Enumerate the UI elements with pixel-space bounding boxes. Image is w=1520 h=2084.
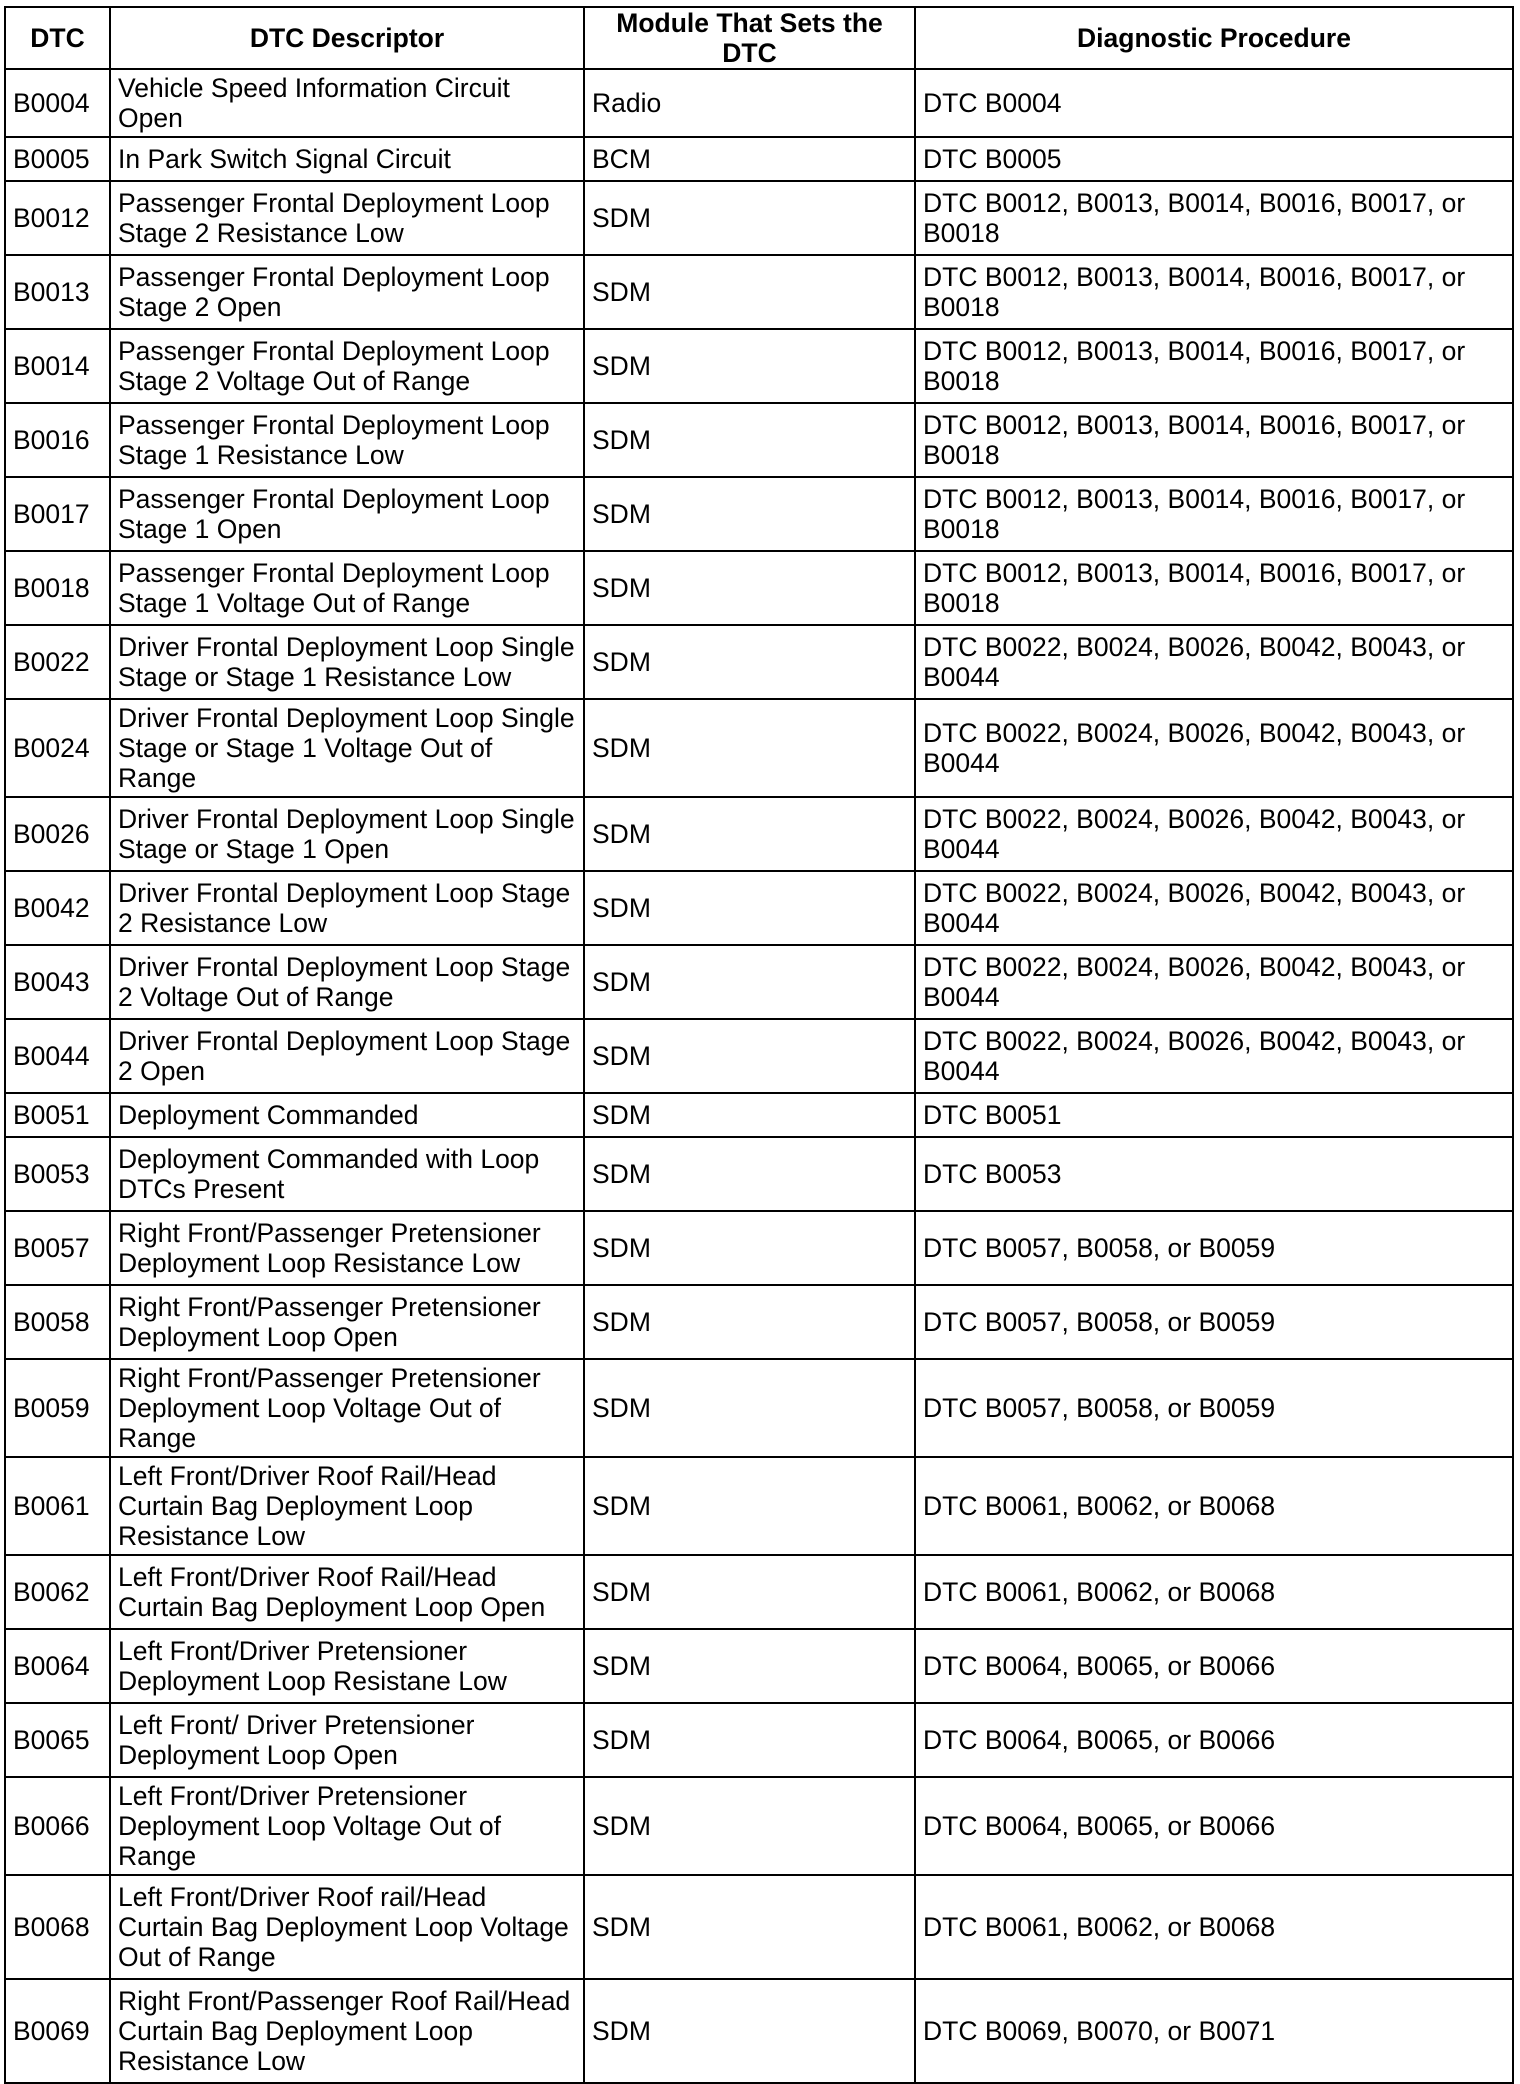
module-cell: SDM: [584, 1979, 915, 2083]
table-row: [5, 1211, 1513, 1285]
dtc-cell: B0057: [5, 1211, 110, 1285]
procedure-cell: DTC B0022, B0024, B0026, B0042, B0043, or B0044: [915, 699, 1513, 797]
module-cell: SDM: [584, 1137, 915, 1211]
procedure-cell: DTC B0005: [915, 137, 1513, 181]
descriptor-cell: Right Front/Passenger Pretensioner Deployment Loop Resistance Low: [110, 1211, 584, 1285]
dtc-cell: B0053: [5, 1137, 110, 1211]
dtc-cell: B0059: [5, 1359, 110, 1457]
table-row: [5, 1457, 1513, 1555]
procedure-cell: DTC B0051: [915, 1093, 1513, 1137]
module-cell: SDM: [584, 1359, 915, 1457]
procedure-cell: DTC B0064, B0065, or B0066: [915, 1629, 1513, 1703]
table-row: [5, 1777, 1513, 1875]
module-cell: SDM: [584, 551, 915, 625]
descriptor-cell: Driver Frontal Deployment Loop Single Stage or Stage 1 Voltage Out of Range: [110, 699, 584, 797]
procedure-cell: DTC B0012, B0013, B0014, B0016, B0017, or B0018: [915, 551, 1513, 625]
module-cell: SDM: [584, 477, 915, 551]
procedure-cell: DTC B0057, B0058, or B0059: [915, 1285, 1513, 1359]
descriptor-cell: Left Front/Driver Pretensioner Deployment Loop Voltage Out of Range: [110, 1777, 584, 1875]
dtc-cell: B0064: [5, 1629, 110, 1703]
table-row: [5, 1359, 1513, 1457]
descriptor-cell: Left Front/Driver Roof Rail/Head Curtain Bag Deployment Loop Resistance Low: [110, 1457, 584, 1555]
table-row: [5, 1703, 1513, 1777]
dtc-cell: B0018: [5, 551, 110, 625]
dtc-cell: B0062: [5, 1555, 110, 1629]
descriptor-cell: Driver Frontal Deployment Loop Single Stage or Stage 1 Open: [110, 797, 584, 871]
dtc-cell: B0044: [5, 1019, 110, 1093]
module-cell: SDM: [584, 181, 915, 255]
column-header-procedure: Diagnostic Procedure: [915, 7, 1513, 69]
module-cell: SDM: [584, 871, 915, 945]
procedure-cell: DTC B0012, B0013, B0014, B0016, B0017, or B0018: [915, 329, 1513, 403]
table-row: [5, 1555, 1513, 1629]
module-cell: SDM: [584, 1875, 915, 1979]
descriptor-cell: Driver Frontal Deployment Loop Single Stage or Stage 1 Resistance Low: [110, 625, 584, 699]
dtc-cell: B0026: [5, 797, 110, 871]
procedure-cell: DTC B0057, B0058, or B0059: [915, 1211, 1513, 1285]
procedure-cell: DTC B0064, B0065, or B0066: [915, 1703, 1513, 1777]
module-cell: SDM: [584, 255, 915, 329]
dtc-cell: B0024: [5, 699, 110, 797]
procedure-cell: DTC B0004: [915, 69, 1513, 137]
dtc-cell: B0012: [5, 181, 110, 255]
module-cell: SDM: [584, 1285, 915, 1359]
table-row: [5, 69, 1513, 137]
column-header-module: Module That Sets the DTC: [584, 7, 915, 69]
table-row: [5, 329, 1513, 403]
dtc-cell: B0013: [5, 255, 110, 329]
descriptor-cell: Driver Frontal Deployment Loop Stage 2 Open: [110, 1019, 584, 1093]
procedure-cell: DTC B0053: [915, 1137, 1513, 1211]
table-row: [5, 403, 1513, 477]
column-header-dtc: DTC: [5, 7, 110, 69]
module-cell: SDM: [584, 945, 915, 1019]
descriptor-cell: Left Front/Driver Roof Rail/Head Curtain Bag Deployment Loop Open: [110, 1555, 584, 1629]
table-row: [5, 797, 1513, 871]
module-cell: SDM: [584, 1629, 915, 1703]
dtc-cell: B0051: [5, 1093, 110, 1137]
procedure-cell: DTC B0022, B0024, B0026, B0042, B0043, or B0044: [915, 871, 1513, 945]
descriptor-cell: Driver Frontal Deployment Loop Stage 2 Voltage Out of Range: [110, 945, 584, 1019]
table-row: [5, 699, 1513, 797]
table-row: [5, 1979, 1513, 2083]
descriptor-cell: Passenger Frontal Deployment Loop Stage 2 Open: [110, 255, 584, 329]
module-cell: Radio: [584, 69, 915, 137]
table-row: [5, 1137, 1513, 1211]
dtc-cell: B0017: [5, 477, 110, 551]
procedure-cell: DTC B0022, B0024, B0026, B0042, B0043, or B0044: [915, 797, 1513, 871]
module-cell: SDM: [584, 699, 915, 797]
module-cell: SDM: [584, 329, 915, 403]
dtc-cell: B0069: [5, 1979, 110, 2083]
dtc-cell: B0043: [5, 945, 110, 1019]
table-row: [5, 1019, 1513, 1093]
dtc-cell: B0014: [5, 329, 110, 403]
procedure-cell: DTC B0022, B0024, B0026, B0042, B0043, or B0044: [915, 945, 1513, 1019]
descriptor-cell: Deployment Commanded with Loop DTCs Present: [110, 1137, 584, 1211]
table-row: [5, 1285, 1513, 1359]
table-row: [5, 181, 1513, 255]
table-row: [5, 871, 1513, 945]
descriptor-cell: Driver Frontal Deployment Loop Stage 2 Resistance Low: [110, 871, 584, 945]
module-cell: SDM: [584, 403, 915, 477]
table-row: [5, 137, 1513, 181]
descriptor-cell: Vehicle Speed Information Circuit Open: [110, 69, 584, 137]
descriptor-cell: Passenger Frontal Deployment Loop Stage 1 Open: [110, 477, 584, 551]
procedure-cell: DTC B0012, B0013, B0014, B0016, B0017, or B0018: [915, 403, 1513, 477]
module-cell: BCM: [584, 137, 915, 181]
descriptor-cell: Passenger Frontal Deployment Loop Stage 1 Voltage Out of Range: [110, 551, 584, 625]
table-row: [5, 551, 1513, 625]
dtc-table: [4, 6, 1514, 2084]
module-cell: SDM: [584, 797, 915, 871]
procedure-cell: DTC B0022, B0024, B0026, B0042, B0043, or B0044: [915, 625, 1513, 699]
procedure-cell: DTC B0061, B0062, or B0068: [915, 1555, 1513, 1629]
descriptor-cell: Right Front/Passenger Pretensioner Deployment Loop Voltage Out of Range: [110, 1359, 584, 1457]
procedure-cell: DTC B0064, B0065, or B0066: [915, 1777, 1513, 1875]
procedure-cell: DTC B0022, B0024, B0026, B0042, B0043, or B0044: [915, 1019, 1513, 1093]
descriptor-cell: Passenger Frontal Deployment Loop Stage 1 Resistance Low: [110, 403, 584, 477]
procedure-cell: DTC B0061, B0062, or B0068: [915, 1875, 1513, 1979]
table-row: [5, 1875, 1513, 1979]
descriptor-cell: Right Front/Passenger Roof Rail/Head Curtain Bag Deployment Loop Resistance Low: [110, 1979, 584, 2083]
dtc-cell: B0022: [5, 625, 110, 699]
dtc-cell: B0005: [5, 137, 110, 181]
table-row: [5, 1093, 1513, 1137]
table-row: [5, 255, 1513, 329]
module-cell: SDM: [584, 625, 915, 699]
module-cell: SDM: [584, 1777, 915, 1875]
dtc-cell: B0065: [5, 1703, 110, 1777]
descriptor-cell: Left Front/Driver Roof rail/Head Curtain Bag Deployment Loop Voltage Out of Range: [110, 1875, 584, 1979]
procedure-cell: DTC B0069, B0070, or B0071: [915, 1979, 1513, 2083]
descriptor-cell: In Park Switch Signal Circuit: [110, 137, 584, 181]
procedure-cell: DTC B0012, B0013, B0014, B0016, B0017, or B0018: [915, 477, 1513, 551]
dtc-cell: B0061: [5, 1457, 110, 1555]
dtc-cell: B0042: [5, 871, 110, 945]
table-row: [5, 945, 1513, 1019]
module-cell: SDM: [584, 1019, 915, 1093]
column-header-descriptor: DTC Descriptor: [110, 7, 584, 69]
descriptor-cell: Left Front/ Driver Pretensioner Deployment Loop Open: [110, 1703, 584, 1777]
dtc-cell: B0066: [5, 1777, 110, 1875]
module-cell: SDM: [584, 1457, 915, 1555]
table-header-row: [5, 7, 1513, 69]
procedure-cell: DTC B0012, B0013, B0014, B0016, B0017, or B0018: [915, 181, 1513, 255]
dtc-cell: B0058: [5, 1285, 110, 1359]
table-row: [5, 1629, 1513, 1703]
module-cell: SDM: [584, 1703, 915, 1777]
module-cell: SDM: [584, 1211, 915, 1285]
dtc-cell: B0016: [5, 403, 110, 477]
descriptor-cell: Passenger Frontal Deployment Loop Stage 2 Resistance Low: [110, 181, 584, 255]
descriptor-cell: Left Front/Driver Pretensioner Deployment Loop Resistane Low: [110, 1629, 584, 1703]
table-row: [5, 625, 1513, 699]
descriptor-cell: Passenger Frontal Deployment Loop Stage 2 Voltage Out of Range: [110, 329, 584, 403]
descriptor-cell: Deployment Commanded: [110, 1093, 584, 1137]
procedure-cell: DTC B0057, B0058, or B0059: [915, 1359, 1513, 1457]
table-row: [5, 477, 1513, 551]
dtc-cell: B0004: [5, 69, 110, 137]
module-cell: SDM: [584, 1093, 915, 1137]
module-cell: SDM: [584, 1555, 915, 1629]
procedure-cell: DTC B0012, B0013, B0014, B0016, B0017, or B0018: [915, 255, 1513, 329]
procedure-cell: DTC B0061, B0062, or B0068: [915, 1457, 1513, 1555]
dtc-cell: B0068: [5, 1875, 110, 1979]
descriptor-cell: Right Front/Passenger Pretensioner Deployment Loop Open: [110, 1285, 584, 1359]
